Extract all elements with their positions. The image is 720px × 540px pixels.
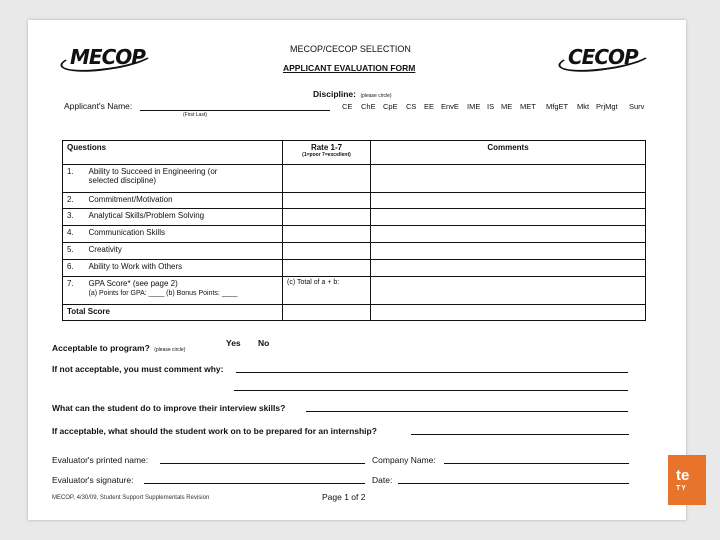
table-row bbox=[63, 165, 646, 193]
discipline-heading bbox=[313, 84, 392, 102]
total-score-cell[interactable] bbox=[283, 305, 371, 321]
side-tab-text: te bbox=[676, 467, 690, 484]
discipline-option-ce[interactable]: CE bbox=[342, 102, 353, 111]
comments-cell[interactable] bbox=[371, 226, 646, 243]
table-row bbox=[63, 226, 646, 243]
comments-cell[interactable] bbox=[371, 209, 646, 226]
logo-wordmark: MECOP bbox=[70, 45, 145, 69]
work-on-line[interactable] bbox=[411, 434, 629, 435]
side-brand-tab bbox=[668, 455, 706, 505]
question-text: Ability to Work with Others bbox=[85, 260, 283, 277]
table-header-row bbox=[63, 141, 646, 165]
mecop-logo-left bbox=[60, 42, 152, 70]
table-row bbox=[63, 260, 646, 277]
evaluation-table bbox=[62, 140, 646, 321]
applicant-name-hint: (First Last) bbox=[183, 112, 207, 118]
table-row bbox=[63, 277, 646, 305]
rate-subheader: (1=poor 7=excellent) bbox=[302, 152, 351, 158]
discipline-option-is[interactable]: IS bbox=[487, 102, 495, 111]
discipline-option-mkt[interactable]: Mkt bbox=[577, 102, 590, 111]
questions-header: Questions bbox=[63, 141, 283, 165]
rate-cell[interactable] bbox=[283, 226, 371, 243]
question-text: Analytical Skills/Problem Solving bbox=[85, 209, 283, 226]
discipline-label: Discipline: bbox=[313, 89, 356, 99]
date-line[interactable] bbox=[398, 483, 629, 484]
date-label: Date: bbox=[372, 475, 393, 485]
acceptable-question bbox=[52, 338, 185, 356]
row-number: 1. bbox=[63, 165, 85, 193]
not-acceptable-line-1[interactable] bbox=[236, 372, 628, 373]
improve-label: What can the student do to improve their interview skills? bbox=[52, 403, 286, 413]
discipline-option-met[interactable]: MET bbox=[520, 102, 536, 111]
rate-header: Rate 1-7 bbox=[310, 143, 343, 152]
row-number: 6. bbox=[63, 260, 85, 277]
total-comments-cell[interactable] bbox=[371, 305, 646, 321]
question-text-cell bbox=[85, 277, 283, 305]
not-acceptable-line-2[interactable] bbox=[234, 390, 628, 391]
side-tab-subtext: TY bbox=[676, 485, 687, 492]
question-text: GPA Score* (see page 2) bbox=[88, 279, 178, 288]
form-subtitle: APPLICANT EVALUATION FORM bbox=[283, 63, 416, 73]
work-on-label: If acceptable, what should the student work on to be prepared for an internship? bbox=[52, 426, 377, 436]
applicant-name-label: Applicant's Name: bbox=[64, 101, 133, 111]
discipline-option-che[interactable]: ChE bbox=[361, 102, 376, 111]
comments-cell[interactable] bbox=[371, 193, 646, 209]
question-text: Communication Skills bbox=[85, 226, 283, 243]
page-number: Page 1 of 2 bbox=[322, 492, 366, 502]
row-number: 3. bbox=[63, 209, 85, 226]
question-text: Creativity bbox=[85, 243, 283, 260]
discipline-option-me[interactable]: ME bbox=[501, 102, 513, 111]
row-number: 7. bbox=[63, 277, 85, 305]
question-text: Ability to Succeed in Engineering (or bbox=[88, 167, 218, 176]
discipline-option-cpe[interactable]: CpE bbox=[383, 102, 398, 111]
acceptable-hint: (please circle) bbox=[154, 347, 186, 353]
acceptable-label: Acceptable to program? bbox=[52, 343, 150, 353]
discipline-hint: (please circle) bbox=[360, 93, 392, 99]
rate-cell[interactable] bbox=[283, 209, 371, 226]
company-name-line[interactable] bbox=[444, 463, 629, 464]
discipline-option-ime[interactable]: IME bbox=[467, 102, 481, 111]
table-row bbox=[63, 193, 646, 209]
improve-line[interactable] bbox=[306, 411, 628, 412]
discipline-option-mfget[interactable]: MfgET bbox=[546, 102, 569, 111]
discipline-option-surv[interactable]: Surv bbox=[629, 102, 645, 111]
row-number: 4. bbox=[63, 226, 85, 243]
signature-line[interactable] bbox=[144, 483, 365, 484]
comments-cell[interactable] bbox=[371, 260, 646, 277]
cecop-logo-right bbox=[558, 42, 650, 70]
gpa-points-text: (a) Points for GPA: ____ (b) Bonus Points: ____ bbox=[88, 290, 238, 297]
table-row bbox=[63, 209, 646, 226]
total-score-row bbox=[63, 305, 646, 321]
discipline-option-ee[interactable]: EE bbox=[424, 102, 435, 111]
table-row bbox=[63, 243, 646, 260]
company-name-label: Company Name: bbox=[372, 455, 436, 465]
rate-cell[interactable] bbox=[283, 165, 371, 193]
question-text: Commitment/Motivation bbox=[85, 193, 283, 209]
comments-cell[interactable] bbox=[371, 277, 646, 305]
discipline-option-cs[interactable]: CS bbox=[406, 102, 417, 111]
signature-label: Evaluator's signature: bbox=[52, 475, 134, 485]
total-score-label: Total Score bbox=[63, 305, 283, 321]
evaluator-name-label: Evaluator's printed name: bbox=[52, 455, 149, 465]
logo-wordmark: CECOP bbox=[568, 45, 638, 69]
rate-cell[interactable] bbox=[283, 260, 371, 277]
form-title: MECOP/CECOP SELECTION bbox=[290, 44, 411, 54]
row-number: 5. bbox=[63, 243, 85, 260]
not-acceptable-label: If not acceptable, you must comment why: bbox=[52, 364, 224, 374]
yes-option[interactable]: Yes bbox=[226, 338, 241, 348]
evaluator-name-line[interactable] bbox=[160, 463, 365, 464]
gpa-total-cell[interactable]: (c) Total of a + b: bbox=[283, 277, 371, 305]
question-text-continued: selected discipline) bbox=[88, 176, 157, 185]
rate-cell[interactable] bbox=[283, 193, 371, 209]
rate-cell[interactable] bbox=[283, 243, 371, 260]
applicant-name-line[interactable] bbox=[140, 110, 330, 111]
rate-header-cell bbox=[283, 141, 371, 165]
row-number: 2. bbox=[63, 193, 85, 209]
no-option[interactable]: No bbox=[258, 338, 270, 348]
question-text-cell bbox=[85, 165, 283, 193]
comments-header: Comments bbox=[371, 141, 646, 165]
discipline-option-enve[interactable]: EnvE bbox=[441, 102, 459, 111]
footer-revision: MECOP, 4/30/09, Student Support Supplementals Revision bbox=[52, 495, 210, 501]
comments-cell[interactable] bbox=[371, 243, 646, 260]
discipline-option-prjmgt[interactable]: PrjMgt bbox=[596, 102, 618, 111]
comments-cell[interactable] bbox=[371, 165, 646, 193]
